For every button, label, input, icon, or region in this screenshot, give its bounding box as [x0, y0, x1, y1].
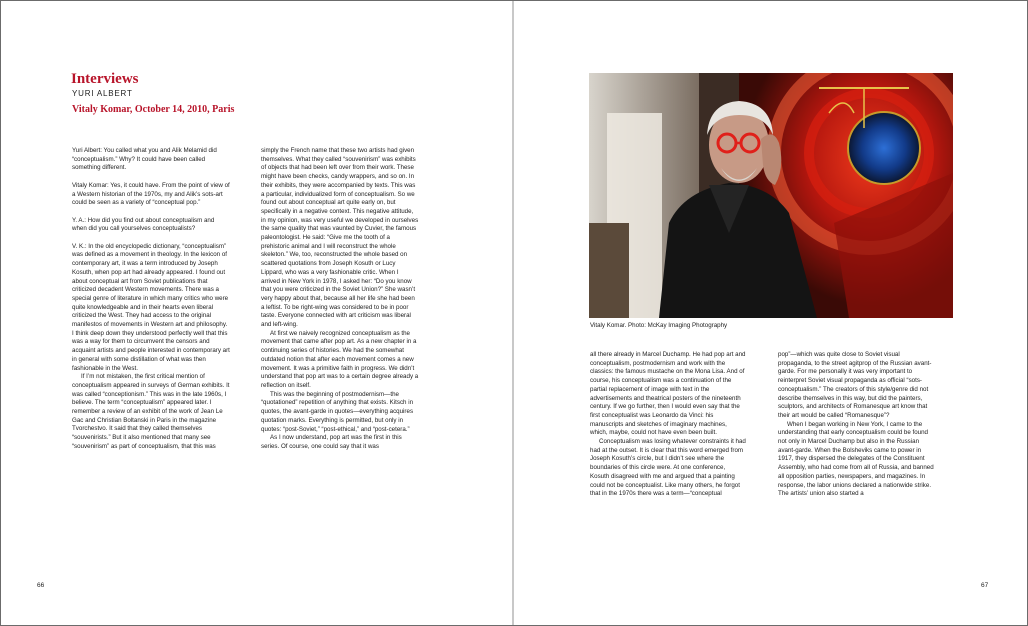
photo-caption: Vitaly Komar. Photo: McKay Imaging Photography — [590, 322, 728, 329]
paragraph: As I now understand, pop art was the first in this series. Of course, one could say that it was — [261, 434, 402, 450]
author-name: YURI ALBERT — [72, 89, 133, 98]
page-number-left: 66 — [37, 582, 45, 589]
paragraph: Yuri Albert: You called what you and Alik Melamid did “conceptualism.” Why? It could have been called something different. — [72, 147, 217, 172]
paragraph: This was the beginning of postmodernism—the “quotationed” repetition of anything that exists. Kitsch in quotes, the avant-garde in quotes—everything acquires quotation marks. Everything is permitted, but only in quotes: “post-Soviet,” “post-ethical,” and “post-cetera.” — [261, 390, 414, 433]
text-column-1 — [72, 147, 230, 452]
paragraph: V. K.: In the old encyclopedic dictionary, “conceptualism” was defined as a movement in theology. In the lexicon of contemporary art, it was a term introduced by Joseph Kosuth, when pop art had already appeared. I found out about conceptual art from Soviet publications that criticized decadent Western movements. There was a special genre of literature in which many critics who were quite knowledgeable and in their hearts even liberal criticized the West. They had access to the original manifestos of movements in Western art and philosophy. I think deep down they understood perfectly well that this was a way for them to circumvent the censors and acquaint artists and people interested in contemporary art in general with some distillation of what was then fashionable in the West. — [72, 242, 230, 372]
portrait-photo — [589, 73, 953, 318]
paragraph: If I’m not mistaken, the first critical mention of conceptualism appeared in surveys of German exhibits. It was called “conceptionism.” This was in the late 1960s, I believe. The term “conceptualism” appeared later. I remember a review of an exhibit of the work of Jean Le Gac and Christian Boltanski in Paris in the magazine Tvorchestvo. It said that they called themselves “souvenirists.” But it also mentioned that many see “souvenirism” as part of conceptualism, that this was — [72, 373, 230, 450]
text-column-4 — [778, 351, 934, 499]
text-column-2 — [261, 147, 419, 452]
paragraph: Vitaly Komar: Yes, it could have. From the point of view of a Western historian of the 1970s, my and Alik’s sots-art could be seen as a variety of “conceptual pop.” — [72, 181, 230, 207]
paragraph: At first we naively recognized conceptualism as the movement that came after pop art. As a new chapter in a continuing series of histories. We had the somewhat outdated notion that after each movement comes a new movement. It was a primitive faith in progress. We didn’t understand that pop art was to a certain degree already a reflection on itself. — [261, 329, 419, 389]
paragraph: When I began working in New York, I came to the understanding that early conceptualism could be found not only in Marcel Duchamp but also in the Russian avant-garde. When the Bolsheviks came to power in 1917, they dispersed the delegates of the Constituent Assembly, who had come from all of Russia, and banned all opposition parties, newspapers, and magazines. In response, the labor unions declared a nationwide strike. The artists’ union also started a — [778, 420, 934, 498]
paragraph: pop”—which was quite close to Soviet visual propaganda, to the street agitprop of the Russian avant-garde. For me personally it was very important to reinterpret Soviet visual propaganda as official “sots-conceptualism.” The creators of this style/genre did not describe themselves in this way, but did the painters, sculptors, and architects of Romanesque art know that their art would be called “Romanesque”? — [778, 351, 932, 419]
paragraph: all there already in Marcel Duchamp. He had pop art and conceptualism, postmodernism and work with the classics: the famous mustache on the Mona Lisa. And of course, his conceptualism was a continuation of the partial replacement of image with text in the advertisements and theatrical posters of the nineteenth century. If we go further, then I would even say that the first conceptualist was Leonardo da Vinci: his manuscripts and sketches of imaginary machines, which, maybe, could not have even been built. — [590, 351, 746, 437]
text-column-3 — [590, 351, 746, 499]
paragraph: Y. A.: How did you find out about conceptualism and when did you call yourselves conceptualists? — [72, 216, 215, 233]
section-title: Interviews — [71, 71, 139, 87]
paragraph: simply the French name that these two artists had given themselves. What they called “souvenirism” was exhibits of objects that had been left over from their work. These might have been checks, candy wrappers, and so on. In their exhibits, they were accompanied by texts. This was a particular, individualized form of conceptualism. So we found out about conceptual art quite early on, but specifically in a negative context. This negative attitude, in my opinion, was very useful we developed in ourselves the same quality that was vaunted by Cuvier, the famous paleontologist. He said: “Give me the tooth of a prehistoric animal and I will reconstruct the whole skeleton.” We, too, reconstructed the whole based on scattered quotations from Joseph Kosuth or Lucy Lippard, who was a very fashionable critic. When I arrived in New York in 1978, I asked her: “Do you know that you were criticized in the Soviet Union?” She wasn’t very happy about that, because all her life she had been a leftist. To be right-wing was considered to be in poor taste. Everyone connected with art criticism was liberal and left-wing. — [261, 147, 419, 329]
portrait-photo-image — [589, 73, 953, 318]
paragraph: Conceptualism was losing whatever constraints it had had at the outset. It is clear that this word emerged from Joseph Kosuth’s circle, but I didn’t see where the boundaries of this circle were. At one conference, Kosuth disagreed with me and argued that a painting could not be conceptualist. Like many others, he forgot that in the 1970s there was a term—“conceptual — [590, 438, 746, 498]
interview-subtitle: Vitaly Komar, October 14, 2010, Paris — [72, 104, 235, 115]
page-number-right: 67 — [981, 582, 989, 589]
